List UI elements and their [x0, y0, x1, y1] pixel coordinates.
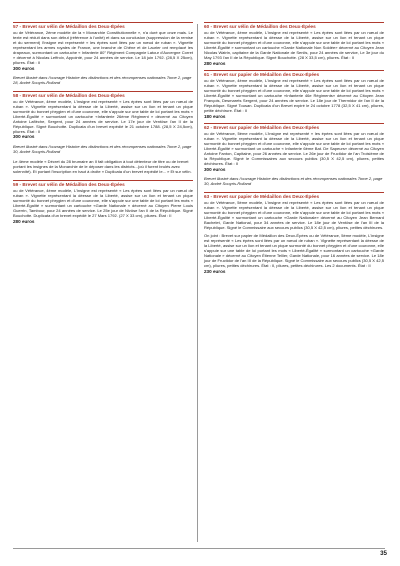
- lot-price: 180 euros: [204, 113, 226, 119]
- reference-note: Brevet illustré dans l'ouvrage Histoire des distinctions et des récompenses nationales Tome 2, page 30, André Souyris-Rolland: [204, 175, 383, 186]
- lot-title: 59 - Brevet sur vélin de Médaillon des Deux-Épées: [13, 182, 125, 188]
- lot-price: 280 euros: [13, 218, 35, 224]
- lot-description: [204, 200, 384, 269]
- lot-description: [204, 131, 384, 166]
- column-divider: [197, 24, 198, 542]
- lot-description-text: ou de Vétérance, 2ème modèle de la « Monarchie Constitutionnelle », n'a duré que onze mais. Le texte est réduit dans son début (référence à l'unité) et dans sa conclusion (suppression de la remise et du serment) l'insigne est représenté « les épées sont liées par un nœud de ruban ». Vignette représentant les armes royales de France, une branche de Chêne et de Laurier ont remplacé les drapeaux, surmontant un cartouche « Infanterie 80° Régiment Compagnie Latour d'Auvergne Corret » décerné à Nicolas Leffroix, Appointé, pour 24 années de service. Le 18 juin 1792. (28,5 X 25cm), pliures. État : II: [13, 29, 193, 66]
- lot-description: [204, 78, 384, 113]
- lot-price: 230 euros: [204, 268, 226, 274]
- lot-description-text: ou de Vétérance, 4ème modèle, L'insigne est représenté « Les épées sont liées par un nœud de ruban ». Vignette représentant la déesse de la Liberté, assise sur un lion et tenant un pique surmonté du bonnet phrygien et d'une couronne, elle s'appuie sur une table de loi portant les mots « Liberté-Égalité » surmontant un cartouche «Garde Nationale » décerné au Citoyen Pierre Louis Guerrin, Tambour, pour 24 années de service. Le 25e jour de Nivôse l'an II de la République. Signé Bouchotte. Duplicata d'un brevet expédié le 27 Mars 1792. (27 X 33 cm), pliures. État : II: [13, 187, 193, 219]
- lot-description: [13, 99, 193, 134]
- lot-title: 60 - Brevet sur vélin de Médaillon des Deux-Épées: [204, 24, 316, 30]
- lot-60: [204, 22, 384, 67]
- page-number: 35: [380, 550, 387, 557]
- lot-description-text: ou de Vétérance, 4ème modèle, L'insigne est représenté « Les épées sont liées par un nœud de ruban ». Vignette représentant la déesse de la Liberté, assise sur un lion et tenant un pique surmonté du bonnet phrygien et d'une couronne, elle s'appuie sur une table de loi portant les mots « Liberté-Égalité » surmontant un cartouche «Infanterie 46e Régiments» décerné au Citoyen Jean François, Desmarets Sergent, pour 24 années de service. Le 18e jour de Thermidor de l'an II de la République. Signé Tousan. Duplicata d'un Brevet expiré le 24 octobre 1778 (32,5 X 41 cm), pliures, petite déchirure. État : II: [204, 77, 384, 114]
- lot-description: [13, 188, 193, 218]
- lot-price: 300 euros: [204, 166, 226, 172]
- lot-title: 58 - Brevet sur vélin de Médaillon des Deux-Épées: [13, 92, 125, 98]
- lot-header: [204, 192, 384, 200]
- lot-title: 63 - Brevet sur papier de Médaillon des Deux-Épées: [204, 193, 320, 199]
- lot-description: [204, 30, 384, 60]
- lot-title: 62 - Brevet sur papier de Médaillon des Deux-Épées: [204, 125, 320, 131]
- lot-description-text: ou de Vétérance, 5ème modèle, L'insigne est représenté « les épées sont liées par un nœud de ruban ». Vignette représentant la déesse de la Liberté, assise sur un lion et tenant un pique surmonté du bonnet phrygien et d'une couronne, elle s'appuie sur une table de loi portant les mots « Liberté-Égalité » surmontant un cartouche « Infanterie 6ème Bat. De Sapeurs» décerné au Citoyen Antoine Fanton, Capitaine, pour 26 années de service. Le 26e jour de Fructidor de l'an Troisième de la République. Signé le Commissaires aux secours publics (30,5 X 42,5 cm), pliures, petites déchirures. État : II: [204, 130, 384, 167]
- lot-61: [204, 70, 384, 120]
- lot-header: [204, 70, 384, 78]
- lot-price: 280 euros: [204, 60, 226, 66]
- footer-divider: [13, 548, 385, 549]
- lot-header: [13, 180, 193, 188]
- lot-header: [204, 22, 384, 30]
- reference-note: Brevet illustré dans l'ouvrage Histoire des distinctions et des récompenses nationales Tome 2, page 30, André Souyris-Rolland: [13, 143, 192, 154]
- lot-title: 61 - Brevet sur papier de Médaillon des Deux-Épées: [204, 72, 320, 78]
- lot-description: [13, 30, 193, 65]
- lot-header: [13, 22, 193, 30]
- lot-price: 300 euros: [13, 65, 35, 71]
- lot-description-text: ou de Vétérance, 4ème modèle, L'insigne est représenté « Les épées sont liées par un nœud de ruban ». Vignette représentant la déesse de la Liberté, assise sur un lion et tenant un pique surmonté du bonnet phrygien et d'une couronne, elle s'appuie sur une table de loi portant les mots « Liberté-Égalité » surmontant un cartouche «Garde Nationale Non Soldée» décerné au Citoyen Jean Nicolas Watrin, capitaine de la Garde Nationale de Senlis, pour 24 années de service, Le 3e jour du May 1793 l'an II de la République. Signé Bouchotte. (28 X 33,5 cm), pliures. État : II: [204, 29, 384, 61]
- lot-joined-item-text: On joint : Brevet sur papier de Médaillon des Deux-Épées ou de Vétérance, 5ème modèle, L'insigne est représenté « Les épées sont liées par un nœud de ruban ». Vignette représentant la déesse de la Liberté, assise sur un lion et tenant un pique surmonté du bonnet phrygien et d'une couronne, elle s'appuie sur une table de loi portant les mots « Liberté-Égalité » surmontant un cartouche «Garde Nationale » décerné au Citoyen Étienne Tellier, Garde Nationale, pour 16 années de service. Le 18e jour de Fructidor de l'an III de la République. Signé le Commissaire aux secours publics (30,5 X 42,5 cm), pliures, petites déchirures. État : II, pliures, petites déchirures. Les 2 documents. État : II: [204, 232, 384, 269]
- right-column: [204, 22, 384, 278]
- lot-description-text: ou de Vétérance, 4ème modèle, L'insigne est représenté « Les épées sont liées par un nœud de ruban ». Vignette représentant la déesse de la Liberté, assise sur un lion et tenant un pique surmonté du bonnet phrygien et d'une couronne, elle s'appuie sur une table de loi portant les mots « Liberté-Égalité » surmontant un cartouche «Infanterie 26ème Régiment » décerné au Citoyen Antoine Laflèche, Sergent, pour 24 années de service. Le 17e jour de Ventôse l'an II de la République. Signé Bouchotte. Duplicata d'un brevet expédié le 21 octobre 1788. (28,5 X 24,5cm), pliures. État : II: [13, 98, 193, 134]
- lot-title: 57 - Brevet sur vélin de Médaillon des Deux-Épées: [13, 24, 125, 30]
- lot-description-text: ou de Vétérance, 5ème modèle, L'insigne est représenté « Les épées sont liées par un nœud de ruban ». Vignette représentant la déesse de la Liberté, assise sur un lion et tenant un pique surmonté du bonnet phrygien et d'une couronne, elle s'appuie sur une table de loi portant les mots « Liberté-Égalité » surmontant un cartouche «Garde Nationale» décerné au Citoyen Jean Bernard Bachelet, Garde National, pour 34 années de service. Le 18e jour de Ventôse de l'an III de la République. Signé le Commissaire aux secours publics (30,5 X 42,5 cm), pliures, petites déchirures.: [204, 199, 384, 230]
- lot-price: 300 euros: [13, 134, 35, 140]
- lot-header: [13, 91, 193, 99]
- lot-63: [204, 192, 384, 275]
- model-note: Le 4ème modèle « Décret du 28 brumaire an II fait obligation à tout détenteur de titre ou de brevet portant les insignes de la Monarchie de le déposer dans les districts...(où il furent brulés avec solennité). Et portant l'inscription en haut à droite » Duplicata d'un brevet expédié le... » Et sur vélin.: [13, 159, 192, 175]
- lot-header: [204, 123, 384, 131]
- lot-59: [13, 180, 193, 225]
- lot-58: [13, 91, 193, 141]
- reference-note: Brevet illustré dans l'ouvrage Histoire des distinctions et des récompenses nationales Tome 2, page 28, André Souyris-Rolland: [13, 75, 192, 86]
- lot-57: [13, 22, 193, 72]
- lot-62: [204, 123, 384, 173]
- left-column: [13, 22, 193, 228]
